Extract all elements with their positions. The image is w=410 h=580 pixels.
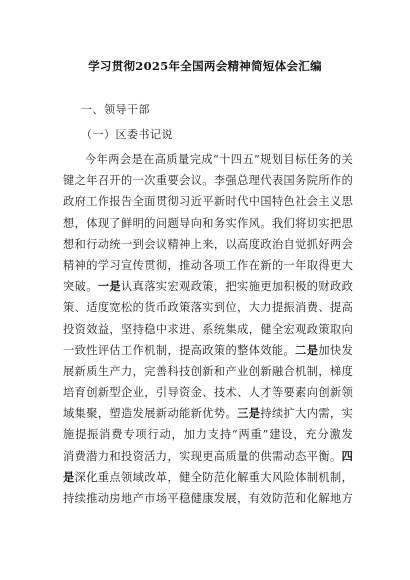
text-line [63,424,353,445]
text-run: 策、适度宽松的货币政策落实到位，大力提振消费、提高 [63,301,353,315]
body-paragraph [63,149,353,509]
emphasis-text: 一是 [97,279,122,294]
text-line [63,149,353,170]
text-run: 键之年召开的一次重要会议。李强总理代表国务院所作的 [63,174,353,188]
text-run: 精神的学习宣传贯彻，推动各项工作在新的一年取得更大 [63,258,353,272]
text-line [63,488,353,509]
emphasis-text: 三是 [237,406,261,421]
text-run: 想，体现了鲜明的问题导向和务实作风。我们将切实把思 [63,216,353,230]
text-line [63,446,353,467]
text-run: 展新质生产力，完善科技创新和产业创新融合机制，梯度 [63,364,353,378]
text-run: 政府工作报告全面贯彻习近平新时代中国特色社会主义思 [63,195,353,209]
text-line [63,276,353,297]
text-line [63,255,353,276]
text-line [63,213,353,234]
text-run: 深化重点领域改革，健全防范化解重大风险体制机制， [74,470,353,484]
emphasis-text: 四 [341,448,353,463]
subsection-heading-district-secretary: （一）区委书记说 [81,128,173,141]
text-line [63,191,353,212]
text-line [63,361,353,382]
text-line [63,319,353,340]
text-run: 域集聚，塑造发展新动能新优势。 [63,407,238,421]
section-heading-leaders: 一、领导干部 [81,103,150,116]
text-run: 认真落实宏观政策，把实施更加积极的财政政 [121,280,353,294]
text-line [63,297,353,318]
text-run: 消费潜力和投资活力，实现更高质量的供需动态平衡。 [63,449,342,463]
text-run: 施提振消费专项行动，加力支持“两重”建设，充分激发 [63,428,353,442]
text-run: 投资效益，坚持稳中求进、系统集成，健全宏观政策取向 [63,322,353,336]
text-run: 培育创新型企业，引导资金、技术、人才等要素向创新领 [63,386,353,400]
text-run: 持续推动房地产市场平稳健康发展，有效防范和化解地方 [63,492,353,505]
text-line [63,170,353,191]
text-line [63,340,353,361]
text-line [63,403,353,424]
text-run: 想和行动统一到会议精神上来，以高度政治自觉抓好两会 [63,237,353,251]
emphasis-text: 二是 [295,342,319,357]
emphasis-text: 是 [63,469,75,484]
text-run: 加快发 [318,343,353,357]
text-run: 持续扩大内需，实 [260,407,353,421]
text-run: 突破。 [63,280,98,294]
document-title: 学习贯彻2025年全国两会精神简短体会汇编 [88,59,322,73]
text-line [63,467,353,488]
text-run: 一致性评估工作机制，提高政策的整体效能。 [63,343,296,357]
text-line [63,382,353,403]
text-line [63,234,353,255]
text-run: 今年两会是在高质量完成“十四五”规划目标任务的关 [85,153,353,166]
